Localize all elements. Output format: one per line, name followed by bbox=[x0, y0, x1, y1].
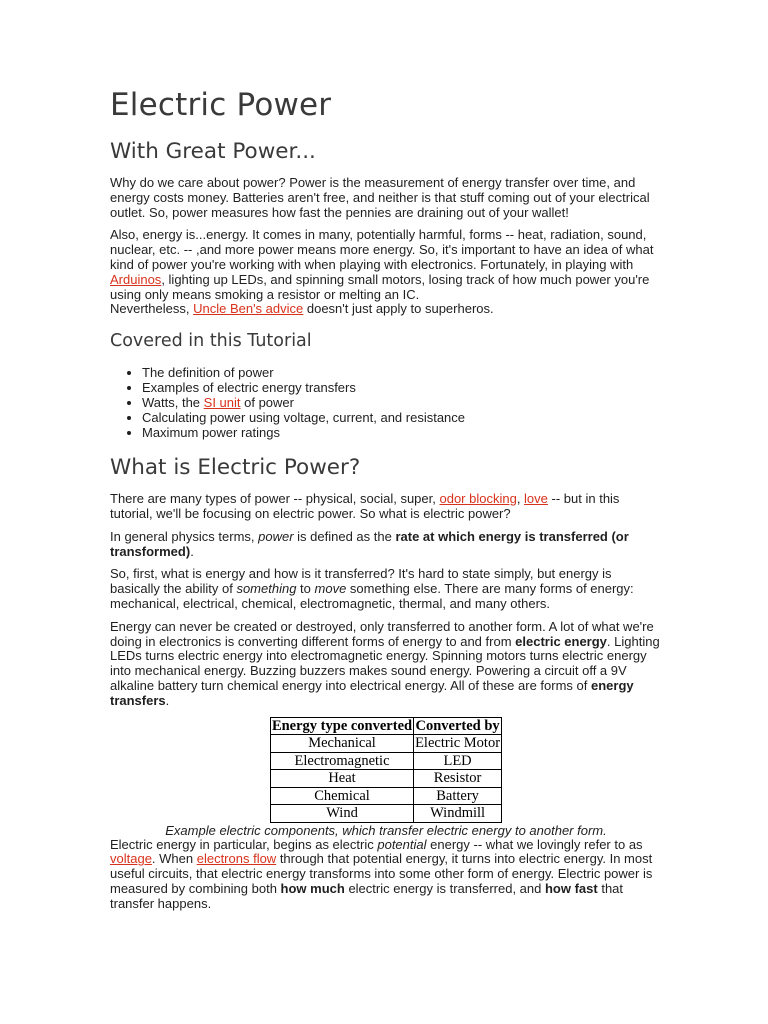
table-header-cell: Converted by bbox=[415, 717, 500, 734]
text-run: . bbox=[190, 543, 194, 559]
bold-how-fast: how fast bbox=[544, 880, 598, 896]
table-header-cell: Energy type converted bbox=[271, 717, 413, 734]
section-heading-great-power: With Great Power... bbox=[110, 139, 316, 164]
text-run: Nevertheless, bbox=[110, 301, 194, 317]
emphasis-potential: potential bbox=[377, 836, 427, 852]
section-heading-covered: Covered in this Tutorial bbox=[110, 331, 312, 352]
table-row bbox=[270, 752, 501, 770]
list-item: • The definition of power bbox=[142, 365, 662, 380]
table-cell: Heat bbox=[270, 770, 413, 788]
text-run: to bbox=[296, 581, 315, 597]
table-cell: Mechanical bbox=[270, 735, 413, 753]
link-odor-blocking[interactable]: odor blocking bbox=[439, 491, 517, 507]
table-cell: Electromagnetic bbox=[270, 752, 413, 770]
link-electrons-flow[interactable]: electrons flow bbox=[196, 851, 277, 867]
table-header-row bbox=[270, 717, 501, 735]
list-item bbox=[142, 395, 662, 410]
table-row bbox=[270, 735, 501, 753]
text-run: There are many types of power -- physical, social, super, bbox=[110, 491, 440, 507]
section-heading-what-is-power: What is Electric Power? bbox=[110, 455, 361, 481]
paragraph-types-of-power bbox=[110, 492, 662, 522]
text-run: , bbox=[516, 491, 525, 507]
table-cell: Battery bbox=[414, 787, 502, 805]
emphasis-power: power bbox=[258, 528, 294, 544]
link-arduinos[interactable]: Arduinos bbox=[110, 271, 162, 287]
table-caption: Example electric components, which transfer electric energy to another form. bbox=[165, 822, 607, 838]
text-run: , lighting up LEDs, and spinning small motors, losing track of how much power you're using only means smoking a resistor or melting an IC. bbox=[110, 271, 650, 302]
emphasis-something: something bbox=[236, 581, 297, 597]
text-run: electric energy is transferred, and bbox=[344, 880, 545, 896]
table-cell: Electric Motor bbox=[415, 735, 501, 752]
page-title: Electric Power bbox=[110, 87, 332, 123]
paragraph-energy-transfers bbox=[110, 620, 662, 709]
text-run: -- but in this tutorial, we'll be focusing on electric power. So what is electric power? bbox=[110, 491, 620, 521]
list-item: • Calculating power using voltage, current, and resistance bbox=[142, 410, 662, 425]
text-run: In general physics terms, bbox=[110, 528, 259, 544]
text-run: that transfer happens. bbox=[110, 880, 624, 911]
link-love[interactable]: love bbox=[524, 491, 548, 507]
text-run: through that potential energy, it turns into electric energy. In most useful circuits, that electric energy transforms into some other form of energy. Electric power is measured by combining both bbox=[110, 851, 653, 896]
emphasis-move: move bbox=[314, 581, 347, 597]
table-cell: LED bbox=[414, 752, 502, 770]
text-run: . bbox=[165, 692, 170, 708]
table-row bbox=[270, 770, 501, 788]
bold-electric-energy: electric energy bbox=[515, 633, 607, 649]
paragraph-power-definition bbox=[110, 530, 662, 560]
paragraph-energy-forms bbox=[110, 228, 662, 317]
table-cell: Chemical bbox=[270, 787, 413, 805]
text-run: So, first, what is energy and how is it transferred? It's hard to state simply, but energy is basically the ability of bbox=[110, 566, 612, 597]
paragraph-electric-energy bbox=[110, 838, 662, 912]
link-si-unit[interactable]: SI unit bbox=[203, 395, 241, 411]
bold-how-much: how much bbox=[280, 880, 345, 896]
table-cell: Wind bbox=[270, 805, 413, 823]
text-run: . Lighting LEDs turns electric energy into electromagnetic energy. Spinning motors turns electric energy into mechanical energy. Buzzing buzzers makes sound energy. Powering a circuit off a 9V alkaline battery turn chemical energy into electrical energy. All of these are forms of bbox=[110, 633, 660, 693]
text-run: doesn't just apply to superheros. bbox=[303, 301, 494, 317]
text-run: Watts, the bbox=[142, 395, 204, 411]
table-cell: Resistor bbox=[414, 770, 502, 788]
list-item: • Maximum power ratings bbox=[142, 425, 662, 440]
paragraph-what-is-energy bbox=[110, 567, 662, 611]
covered-topics-list bbox=[110, 365, 662, 440]
table-cell: Windmill bbox=[414, 805, 502, 823]
article-content bbox=[110, 86, 662, 920]
text-run: Also, energy is...energy. It comes in many, potentially harmful, forms -- heat, radiation, sound, nuclear, etc. -- ,and more power means more energy. So, it's important to have an idea of what kind of power you're working with when playing with electronics. Fortunately, in playing with bbox=[110, 227, 654, 272]
bold-rate-definition: rate at which energy is transferred (or transformed) bbox=[110, 528, 629, 559]
text-run: Energy can never be created or destroyed, only transferred to another form. A lot of what we're doing in electronics is converting different forms of energy to and from bbox=[110, 618, 654, 649]
list-item: • Examples of electric energy transfers bbox=[142, 380, 662, 395]
text-run: . When bbox=[151, 851, 197, 867]
table-row bbox=[270, 805, 501, 823]
text-run: something else. There are many forms of energy: mechanical, electrical, chemical, electromagnetic, thermal, and many others. bbox=[110, 581, 634, 611]
text-run: of power bbox=[240, 395, 294, 411]
paragraph-why-power: Why do we care about power? Power is the measurement of energy transfer over time, and energy costs money. Batteries aren't free, and neither is that stuff coming out of your electrical outlet. So, power measures how fast the pennies are draining out of your wallet! bbox=[110, 175, 650, 220]
bold-energy-transfers: energy transfers bbox=[110, 677, 634, 708]
link-uncle-bens-advice[interactable]: Uncle Ben's advice bbox=[193, 301, 304, 317]
text-run: energy -- what we lovingly refer to as bbox=[426, 836, 643, 852]
link-voltage[interactable]: voltage bbox=[110, 851, 152, 867]
energy-conversion-table bbox=[270, 717, 502, 823]
table-row bbox=[270, 787, 501, 805]
text-run: is defined as the bbox=[293, 528, 396, 544]
text-run: Electric energy in particular, begins as electric bbox=[110, 836, 378, 852]
